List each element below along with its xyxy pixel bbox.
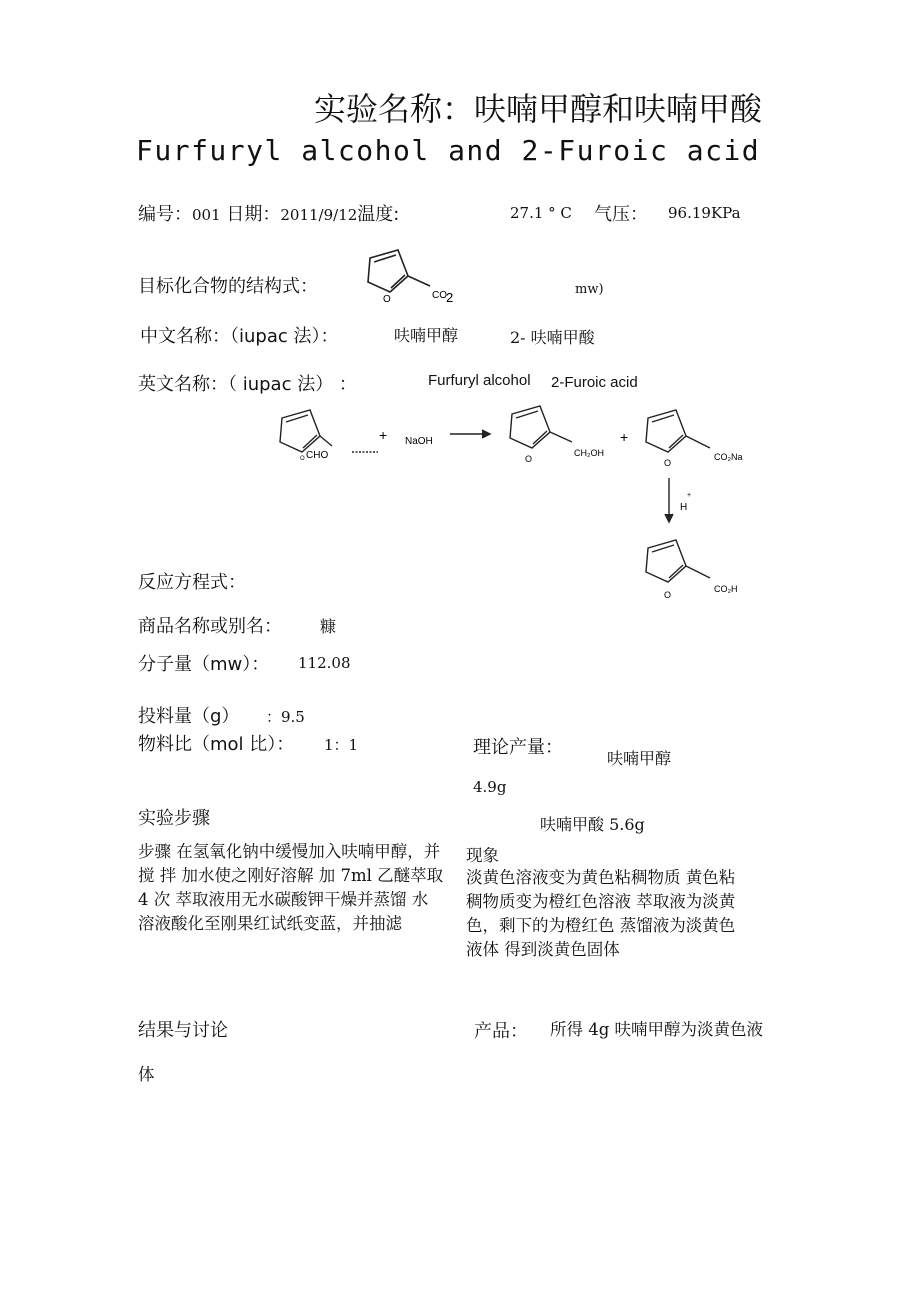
english-name-value-1: Furfuryl alcohol [428, 372, 531, 389]
ch2oh-label: CH₂OH [574, 448, 604, 458]
sodium-furoate-ring-icon [646, 410, 710, 452]
ring-oxygen: O [383, 294, 391, 304]
date-value: 2011/9/12 [280, 206, 358, 224]
page-title: 实验名称：呋喃甲醇和呋喃甲酸 [314, 90, 763, 128]
chinese-name-value-2: 2- 呋喃甲酸 [510, 328, 595, 347]
furoate-oxygen: O [664, 458, 672, 468]
steps-text: 步骤 在氢氧化钠中缓慢加入呋喃甲醇，并搅 拌 加水使之刚好溶解 加 7ml 乙醚萃取 4 次 萃取液用无水碳酸钾干燥并蒸馏 水溶液酸化至刚果红试纸变蓝，并抽滤 [138, 842, 444, 933]
mw-note: mw) [575, 282, 604, 297]
mole-ratio-label: 物料比（mol 比）： [138, 734, 295, 755]
reaction-arrow-icon [450, 430, 490, 438]
temperature-value: 27.1 ° C [510, 204, 572, 222]
furoic-acid-ring-icon [646, 540, 710, 582]
yield-item-1-name: 呋喃甲醇 [607, 749, 672, 768]
target-structure [358, 242, 468, 304]
trade-name-value: 糠 [320, 617, 337, 636]
naoh-label: NaOH [405, 436, 433, 447]
pressure-label: 气压： [594, 204, 648, 225]
theoretical-yield-label: 理论产量： [473, 737, 563, 758]
date-label: 日期： [226, 204, 281, 225]
chinese-name-label: 中文名称：（iupac 法）： [140, 326, 339, 347]
co2-subscript: 2 [446, 290, 454, 304]
product-label: 产品： [474, 1021, 528, 1042]
acidification-arrow-icon [665, 478, 673, 522]
pressure-value: 96.19KPa [668, 204, 741, 222]
molecular-weight-label: 分子量（mw）： [138, 654, 270, 675]
yield-item-1-value: 4.9g [473, 778, 507, 796]
co2na-label: CO₂Na [714, 452, 743, 462]
english-name-value-2: 2-Furoic acid [551, 374, 638, 391]
reaction-scheme [270, 396, 770, 601]
product-text: 所得 4g 呋喃甲醇为淡黄色液 [550, 1020, 764, 1039]
chinese-name-value-1: 呋喃甲醇 [394, 326, 459, 345]
plus-sign-1: + [379, 427, 388, 443]
info-line [138, 200, 399, 226]
results-text: 体 [138, 1065, 155, 1084]
temperature-label: 温度: [357, 204, 400, 225]
furfural-ring-icon [280, 410, 378, 452]
number-label: 编号： [138, 204, 192, 225]
cho-label: CHO [306, 450, 329, 461]
english-name-label: 英文名称：（ iupac 法） ： [138, 374, 357, 395]
furan-ring-icon [368, 250, 430, 292]
yield-item-2: 呋喃甲酸 5.6g [540, 815, 645, 834]
plus-sign-2: + [620, 429, 629, 445]
phenomena-text: 淡黄色溶液变为黄色粘稠物质 黄色粘稠物质变为橙红色溶液 萃取液为淡黄色，剩下的为橙红色 蒸馏液为淡黄色液体 得到淡黄色固体 [466, 868, 736, 959]
furfural-oxygen: O [300, 456, 305, 462]
h-plus-superscript: + [687, 492, 692, 499]
co2-label: CO [432, 290, 447, 301]
number-value: 001 [192, 206, 221, 224]
h-plus-label: H [680, 502, 688, 513]
results-heading: 结果与讨论 [138, 1020, 228, 1041]
reaction-label: 反应方程式： [138, 572, 246, 593]
alcohol-oxygen: O [525, 454, 533, 464]
mole-ratio-value: 1：1 [324, 736, 359, 754]
molecular-weight-value: 112.08 [298, 654, 351, 672]
page-title-english: Furfuryl alcohol and 2-Furoic acid [136, 134, 761, 167]
steps-heading: 实验步骤 [138, 808, 210, 829]
feed-amount-value: ：9.5 [266, 708, 305, 726]
trade-name-label: 商品名称或别名： [138, 616, 282, 637]
feed-amount-label: 投料量（g） [138, 706, 240, 727]
furoic-oxygen: O [664, 590, 672, 600]
phenomena-heading: 现象 [466, 846, 499, 865]
structure-label: 目标化合物的结构式： [138, 276, 318, 297]
co2h-label: CO₂H [714, 584, 738, 594]
furfuryl-alcohol-ring-icon [510, 406, 572, 448]
